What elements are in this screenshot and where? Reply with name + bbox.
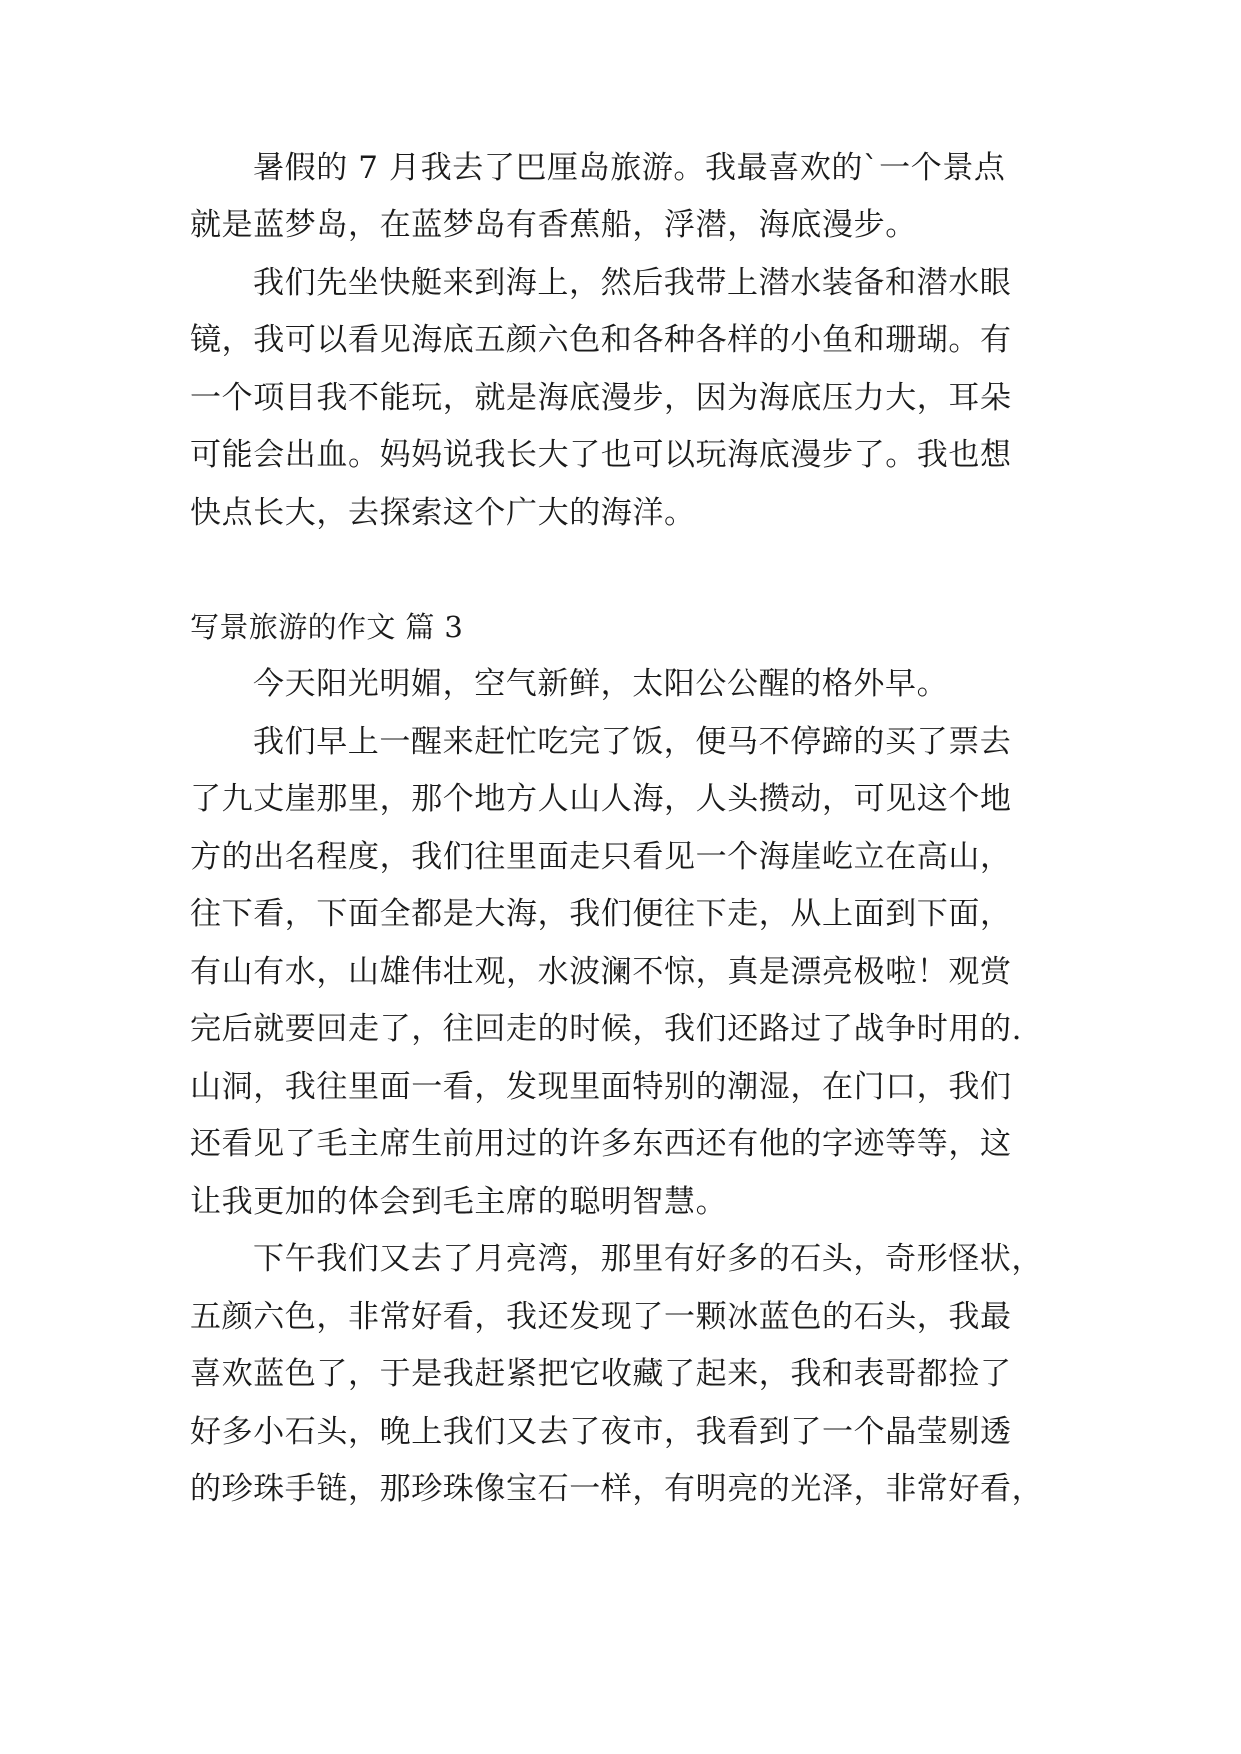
paragraph-2-line-4: 可能会出血。妈妈说我长大了也可以玩海底漫步了。我也想 xyxy=(190,437,1012,473)
paragraph-4-line-5: 有山有水，山雄伟壮观，水波澜不惊，真是漂亮极啦！观赏 xyxy=(190,954,1012,990)
section-heading: 写景旅游的作文 篇 3 xyxy=(190,610,464,644)
paragraph-4-line-3: 方的出名程度，我们往里面走只看见一个海崖屹立在高山， xyxy=(190,839,1012,875)
paragraph-4-line-6: 完后就要回走了，往回走的时候，我们还路过了战争时用的. xyxy=(190,1011,1023,1047)
paragraph-1-line-1: 暑假的 7 月我去了巴厘岛旅游。我最喜欢的`一个景点 xyxy=(253,150,1006,186)
paragraph-4-line-4: 往下看，下面全都是大海，我们便往下走，从上面到下面， xyxy=(190,896,1012,932)
paragraph-5-line-2: 五颜六色，非常好看，我还发现了一颗冰蓝色的石头，我最 xyxy=(190,1299,1012,1335)
paragraph-5-line-3: 喜欢蓝色了，于是我赶紧把它收藏了起来，我和表哥都捡了 xyxy=(190,1356,1012,1392)
paragraph-2-line-2: 镜，我可以看见海底五颜六色和各种各样的小鱼和珊瑚。有 xyxy=(190,322,1012,358)
paragraph-5-line-4: 好多小石头，晚上我们又去了夜市，我看到了一个晶莹剔透 xyxy=(190,1414,1012,1450)
paragraph-4-line-9: 让我更加的体会到毛主席的聪明智慧。 xyxy=(190,1184,728,1220)
paragraph-4-line-2: 了九丈崖那里，那个地方人山人海，人头攒动，可见这个地 xyxy=(190,781,1012,817)
paragraph-4-line-1: 我们早上一醒来赶忙吃完了饭，便马不停蹄的买了票去 xyxy=(253,724,1012,760)
paragraph-5-line-1: 下午我们又去了月亮湾，那里有好多的石头，奇形怪状， xyxy=(253,1241,1043,1277)
paragraph-4-line-8: 还看见了毛主席生前用过的许多东西还有他的字迹等等，这 xyxy=(190,1126,1012,1162)
paragraph-1-line-2: 就是蓝梦岛，在蓝梦岛有香蕉船，浮潜，海底漫步。 xyxy=(190,207,917,243)
paragraph-2-line-3: 一个项目我不能玩，就是海底漫步，因为海底压力大，耳朵 xyxy=(190,380,1012,416)
paragraph-5-line-5: 的珍珠手链，那珍珠像宝石一样，有明亮的光泽，非常好看， xyxy=(190,1471,1044,1507)
paragraph-3-line-1: 今天阳光明媚，空气新鲜，太阳公公醒的格外早。 xyxy=(253,666,949,702)
paragraph-2-line-1: 我们先坐快艇来到海上，然后我带上潜水装备和潜水眼 xyxy=(253,265,1012,301)
paragraph-2-line-5: 快点长大，去探索这个广大的海洋。 xyxy=(190,495,696,531)
paragraph-4-line-7: 山洞，我往里面一看，发现里面特别的潮湿，在门口，我们 xyxy=(190,1069,1012,1105)
